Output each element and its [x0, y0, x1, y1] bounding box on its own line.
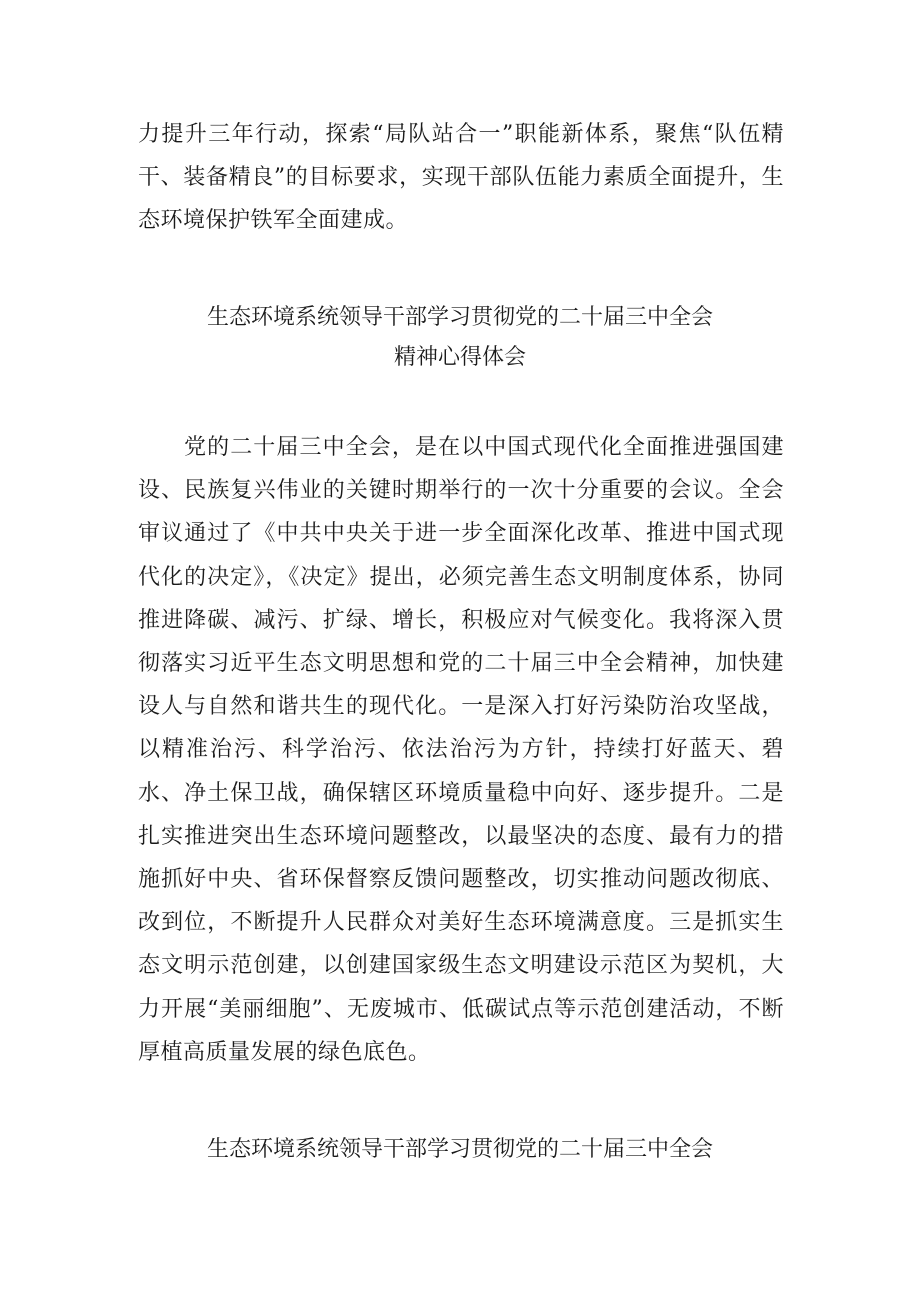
- section-heading: [110, 1130, 810, 1170]
- paragraph-body: 党的二十届三中全会，是在以中国式现代化全面推进强国建设、民族复兴伟业的关键时期举行的一次十分重要的会议。全会审议通过了《中共中央关于进一步全面深化改革、推进中国式现代化的决定》，《决定》提出，必须完善生态文明制度体系，协同推进降碳、减污、扩绿、增长，积极应对气候变化。我将深入贯彻落实习近平生态文明思想和党的二十届三中全会精神，加快建设人与自然和谐共生的现代化。一是深入打好污染防治攻坚战，以精准治污、科学治污、依法治污为方针，持续打好蓝天、碧水、净土保卫战，确保辖区环境质量稳中向好、逐步提升。二是扎实推进突出生态环境问题整改，以最坚决的态度、最有力的措施抓好中央、省环保督察反馈问题整改，切实推动问题改彻底、改到位，不断提升人民群众对美好生态环境满意度。三是抓实生态文明示范创建，以创建国家级生态文明建设示范区为契机，大力开展“美丽细胞”、无废城市、低碳试点等示范创建活动，不断厚植高质量发展的绿色底色。: [138, 435, 784, 1065]
- paragraph-continued: 力提升三年行动，探索“局队站合一”职能新体系，聚焦“队伍精干、装备精良”的目标要求，实现干部队伍能力素质全面提升，生态环境保护铁军全面建成。: [138, 122, 784, 234]
- section-heading: [110, 298, 810, 378]
- heading-line: 精神心得体会: [393, 345, 526, 370]
- heading-line: 生态环境系统领导干部学习贯彻党的二十届三中全会: [206, 1137, 713, 1162]
- heading-line: 生态环境系统领导干部学习贯彻党的二十届三中全会: [206, 305, 713, 330]
